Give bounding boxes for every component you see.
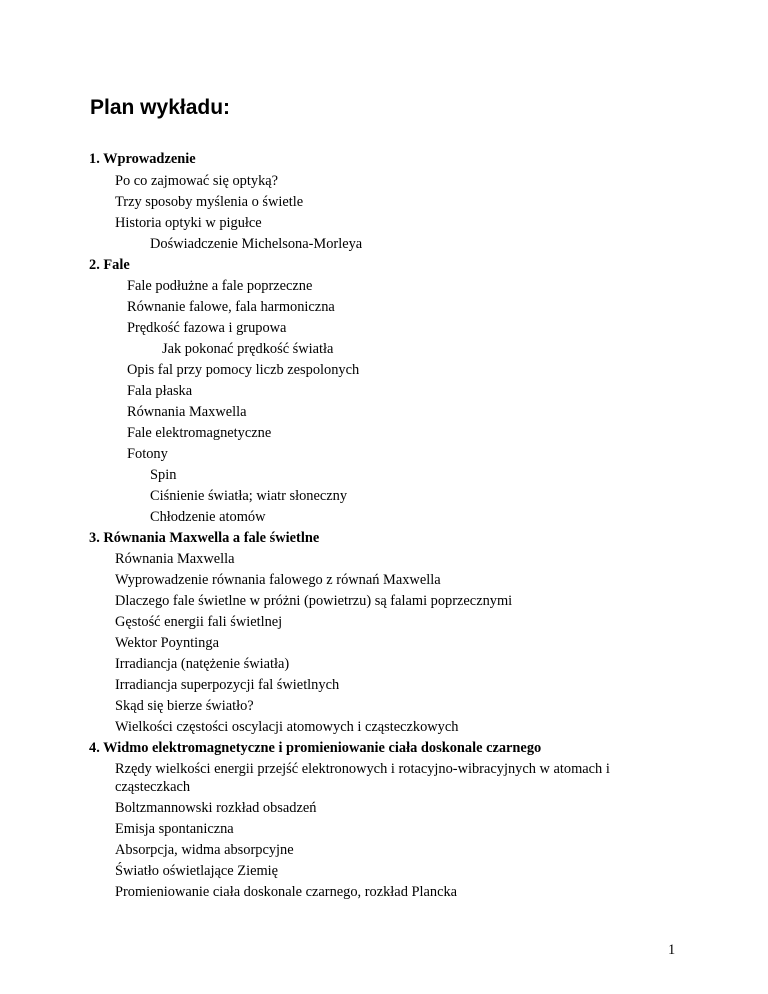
outline-item: Irradiancja superpozycji fal świetlnych <box>115 677 340 693</box>
outline-item: Historia optyki w pigułce <box>115 215 262 231</box>
outline-item: Trzy sposoby myślenia o świetle <box>115 194 304 210</box>
outline-subitem: Ciśnienie światła; wiatr słoneczny <box>150 488 348 504</box>
outline-item: Rzędy wielkości energii przejść elektronowych i rotacyjno-wibracyjnych w atomach i cząsteczkach <box>115 761 610 795</box>
section-heading: 2. Fale <box>89 257 130 273</box>
outline-item: Opis fal przy pomocy liczb zespolonych <box>127 362 360 378</box>
section-heading: 4. Widmo elektromagnetyczne i promieniowanie ciała doskonale czarnego <box>89 740 542 756</box>
page-number: 1 <box>668 942 676 958</box>
outline-item: Równanie falowe, fala harmoniczna <box>127 299 335 315</box>
outline-item: Gęstość energii fali świetlnej <box>115 614 283 630</box>
outline-subitem: Doświadczenie Michelsona-Morleya <box>150 236 363 252</box>
outline-item: Irradiancja (natężenie światła) <box>115 656 290 672</box>
section-heading: 1. Wprowadzenie <box>89 151 196 167</box>
outline-item: Fale elektromagnetyczne <box>127 425 272 441</box>
outline-item: Fotony <box>127 446 168 462</box>
outline-item: Światło oświetlające Ziemię <box>115 863 279 879</box>
outline-item: Fala płaska <box>127 383 193 399</box>
outline-subitem: Spin <box>150 467 177 483</box>
outline-item: Równania Maxwella <box>115 551 235 567</box>
outline-item: Wektor Poyntinga <box>115 635 219 651</box>
outline-subitem: Jak pokonać prędkość światła <box>162 341 334 357</box>
outline-subitem: Chłodzenie atomów <box>150 509 266 525</box>
outline-item: Skąd się bierze światło? <box>115 698 254 714</box>
page-title: Plan wykładu: <box>90 96 231 119</box>
outline-item: Fale podłużne a fale poprzeczne <box>127 278 313 294</box>
outline-item: Boltzmannowski rozkład obsadzeń <box>115 800 317 816</box>
outline-item: Po co zajmować się optyką? <box>115 173 279 189</box>
outline-item: Wielkości częstości oscylacji atomowych i cząsteczkowych <box>115 719 459 735</box>
section-heading: 3. Równania Maxwella a fale świetlne <box>89 530 320 546</box>
outline-item: Prędkość fazowa i grupowa <box>127 320 287 336</box>
outline-item: Dlaczego fale świetlne w próżni (powietrzu) są falami poprzecznymi <box>115 593 513 609</box>
outline-item: Wyprowadzenie równania falowego z równań Maxwella <box>115 572 441 588</box>
outline-item: Emisja spontaniczna <box>115 821 234 837</box>
outline-item: Absorpcja, widma absorpcyjne <box>115 842 294 858</box>
outline-item: Promieniowanie ciała doskonale czarnego, rozkład Plancka <box>115 884 458 900</box>
outline-item: Równania Maxwella <box>127 404 247 420</box>
